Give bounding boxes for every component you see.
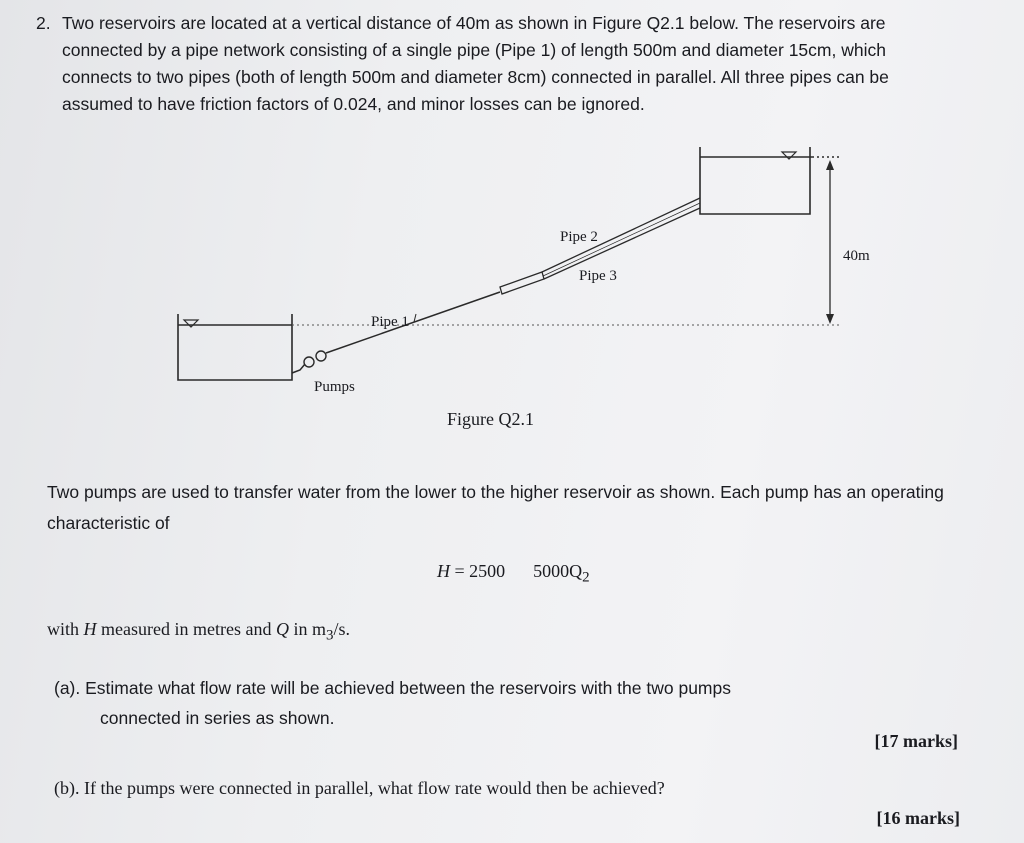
units-post: in m (288, 619, 326, 639)
units-mid: measured in metres and (96, 619, 276, 639)
figure-caption: Figure Q2.1 (447, 409, 534, 429)
units-q-symbol: Q (275, 619, 289, 639)
units-subscript: 3 (325, 627, 334, 644)
units-end: /s. (333, 619, 350, 639)
lower-reservoir (178, 314, 292, 380)
part-a-marks: [17 marks] (874, 731, 958, 751)
upper-reservoir (700, 147, 842, 214)
part-b-label: (b). (54, 778, 80, 798)
equation-subscript: 2 (582, 569, 590, 586)
pipe-2-label: Pipe 2 (560, 229, 598, 245)
pipe-1-label: Pipe 1 (371, 314, 409, 330)
equation-flow-term: 5000Q (533, 561, 583, 581)
equation-constant: = 2500 (450, 561, 506, 581)
part-b-text: If the pumps were connected in parallel, what flow rate would then be achieved? (84, 778, 665, 798)
part-b-marks: [16 marks] (876, 808, 960, 828)
height-label: 40m (843, 248, 870, 264)
pump-connection (292, 364, 305, 373)
arrow-down-icon (826, 314, 834, 324)
pipe-1 (326, 292, 500, 353)
pipe-3-label: Pipe 3 (579, 268, 617, 284)
pump-1-icon (304, 357, 314, 367)
part-a-text-continued: connected in series as shown. (100, 708, 335, 728)
pump-description: Two pumps are used to transfer water from the lower to the higher reservoir as shown. Each pump has an operating characteristic of (47, 482, 944, 533)
units-pre: with (47, 619, 84, 639)
units-h-symbol: H (83, 619, 97, 639)
question-intro-text: Two reservoirs are located at a vertical distance of 40m as shown in Figure Q2.1 below. The reservoirs are connected by a pipe network consisting of a single pipe (Pipe 1) of length 500m and diameter 15cm, which connects to two pipes (both of length 500m and diameter 8cm) connected in parallel. All three pipes can be assumed to have friction factors of 0.024, and minor losses can be ignored. (62, 13, 889, 114)
part-a-label: (a). (54, 678, 81, 698)
pump-characteristic-equation (437, 561, 590, 587)
water-level-upper-icon (782, 152, 796, 159)
pump-2-icon (316, 351, 326, 361)
part-a-text: Estimate what flow rate will be achieved between the reservoirs with the two pumps (85, 678, 731, 698)
equation-head-symbol: H (437, 561, 450, 581)
arrow-up-icon (826, 160, 834, 170)
water-level-lower-icon (184, 320, 198, 327)
pumps-label: Pumps (314, 379, 355, 395)
pipe-junction (500, 272, 544, 294)
question-number: 2. (36, 13, 51, 33)
part-b (54, 778, 954, 799)
units-statement (47, 619, 350, 645)
part-a (54, 673, 954, 733)
